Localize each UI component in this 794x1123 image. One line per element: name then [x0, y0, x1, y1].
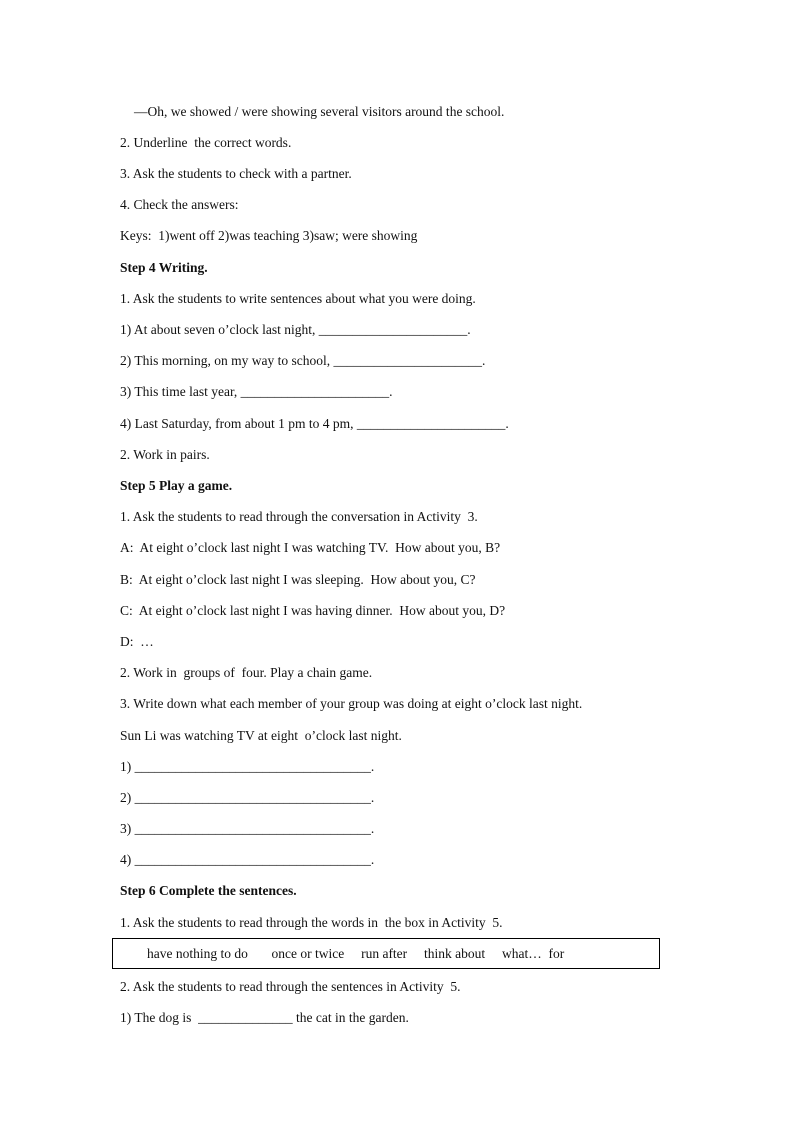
dialogue-c: C: At eight o’clock last night I was having dinner. How about you, D? [120, 603, 506, 618]
step-6-instruction-2: 2. Ask the students to read through the sentences in Activity 5. [120, 979, 461, 994]
example-sentence: Sun Li was watching TV at eight o’clock last night. [120, 728, 402, 743]
pairs-instruction: 2. Work in pairs. [120, 447, 210, 462]
group-blank-1: 1) ___________________________________. [120, 759, 375, 774]
instruction-4: 4. Check the answers: [120, 197, 239, 212]
keys-line: Keys: 1)went off 2)was teaching 3)saw; were showing [120, 228, 418, 243]
dialogue-d: D: … [120, 634, 154, 649]
instruction-3: 3. Ask the students to check with a partner. [120, 166, 352, 181]
dialogue-b: B: At eight o’clock last night I was sleeping. How about you, C? [120, 572, 476, 587]
answer-line: —Oh, we showed / were showing several visitors around the school. [134, 104, 505, 119]
dialogue-a: A: At eight o’clock last night I was watching TV. How about you, B? [120, 540, 501, 555]
step-5-heading: Step 5 Play a game. [120, 478, 233, 493]
completion-sentence-1: 1) The dog is ______________ the cat in the garden. [120, 1010, 409, 1025]
writing-blank-4: 4) Last Saturday, from about 1 pm to 4 pm, ______________________. [120, 416, 509, 431]
write-down-instruction: 3. Write down what each member of your group was doing at eight o’clock last night. [120, 696, 583, 711]
group-blank-3: 3) ___________________________________. [120, 821, 375, 836]
writing-blank-1: 1) At about seven o’clock last night, ______________________. [120, 322, 471, 337]
step-4-heading: Step 4 Writing. [120, 260, 208, 275]
step-6-heading: Step 6 Complete the sentences. [120, 883, 297, 898]
word-box [112, 938, 660, 969]
chain-game-instruction: 2. Work in groups of four. Play a chain game. [120, 665, 373, 680]
step-6-instruction-1: 1. Ask the students to read through the words in the box in Activity 5. [120, 915, 503, 930]
group-blank-2: 2) ___________________________________. [120, 790, 375, 805]
group-blank-4: 4) ___________________________________. [120, 852, 375, 867]
writing-blank-2: 2) This morning, on my way to school, ______________________. [120, 353, 486, 368]
step-5-instruction: 1. Ask the students to read through the conversation in Activity 3. [120, 509, 478, 524]
step-4-instruction: 1. Ask the students to write sentences about what you were doing. [120, 291, 476, 306]
writing-blank-3: 3) This time last year, ______________________. [120, 384, 393, 399]
instruction-2: 2. Underline the correct words. [120, 135, 292, 150]
word-box-words: have nothing to do once or twice run after think about what… for [147, 946, 565, 961]
